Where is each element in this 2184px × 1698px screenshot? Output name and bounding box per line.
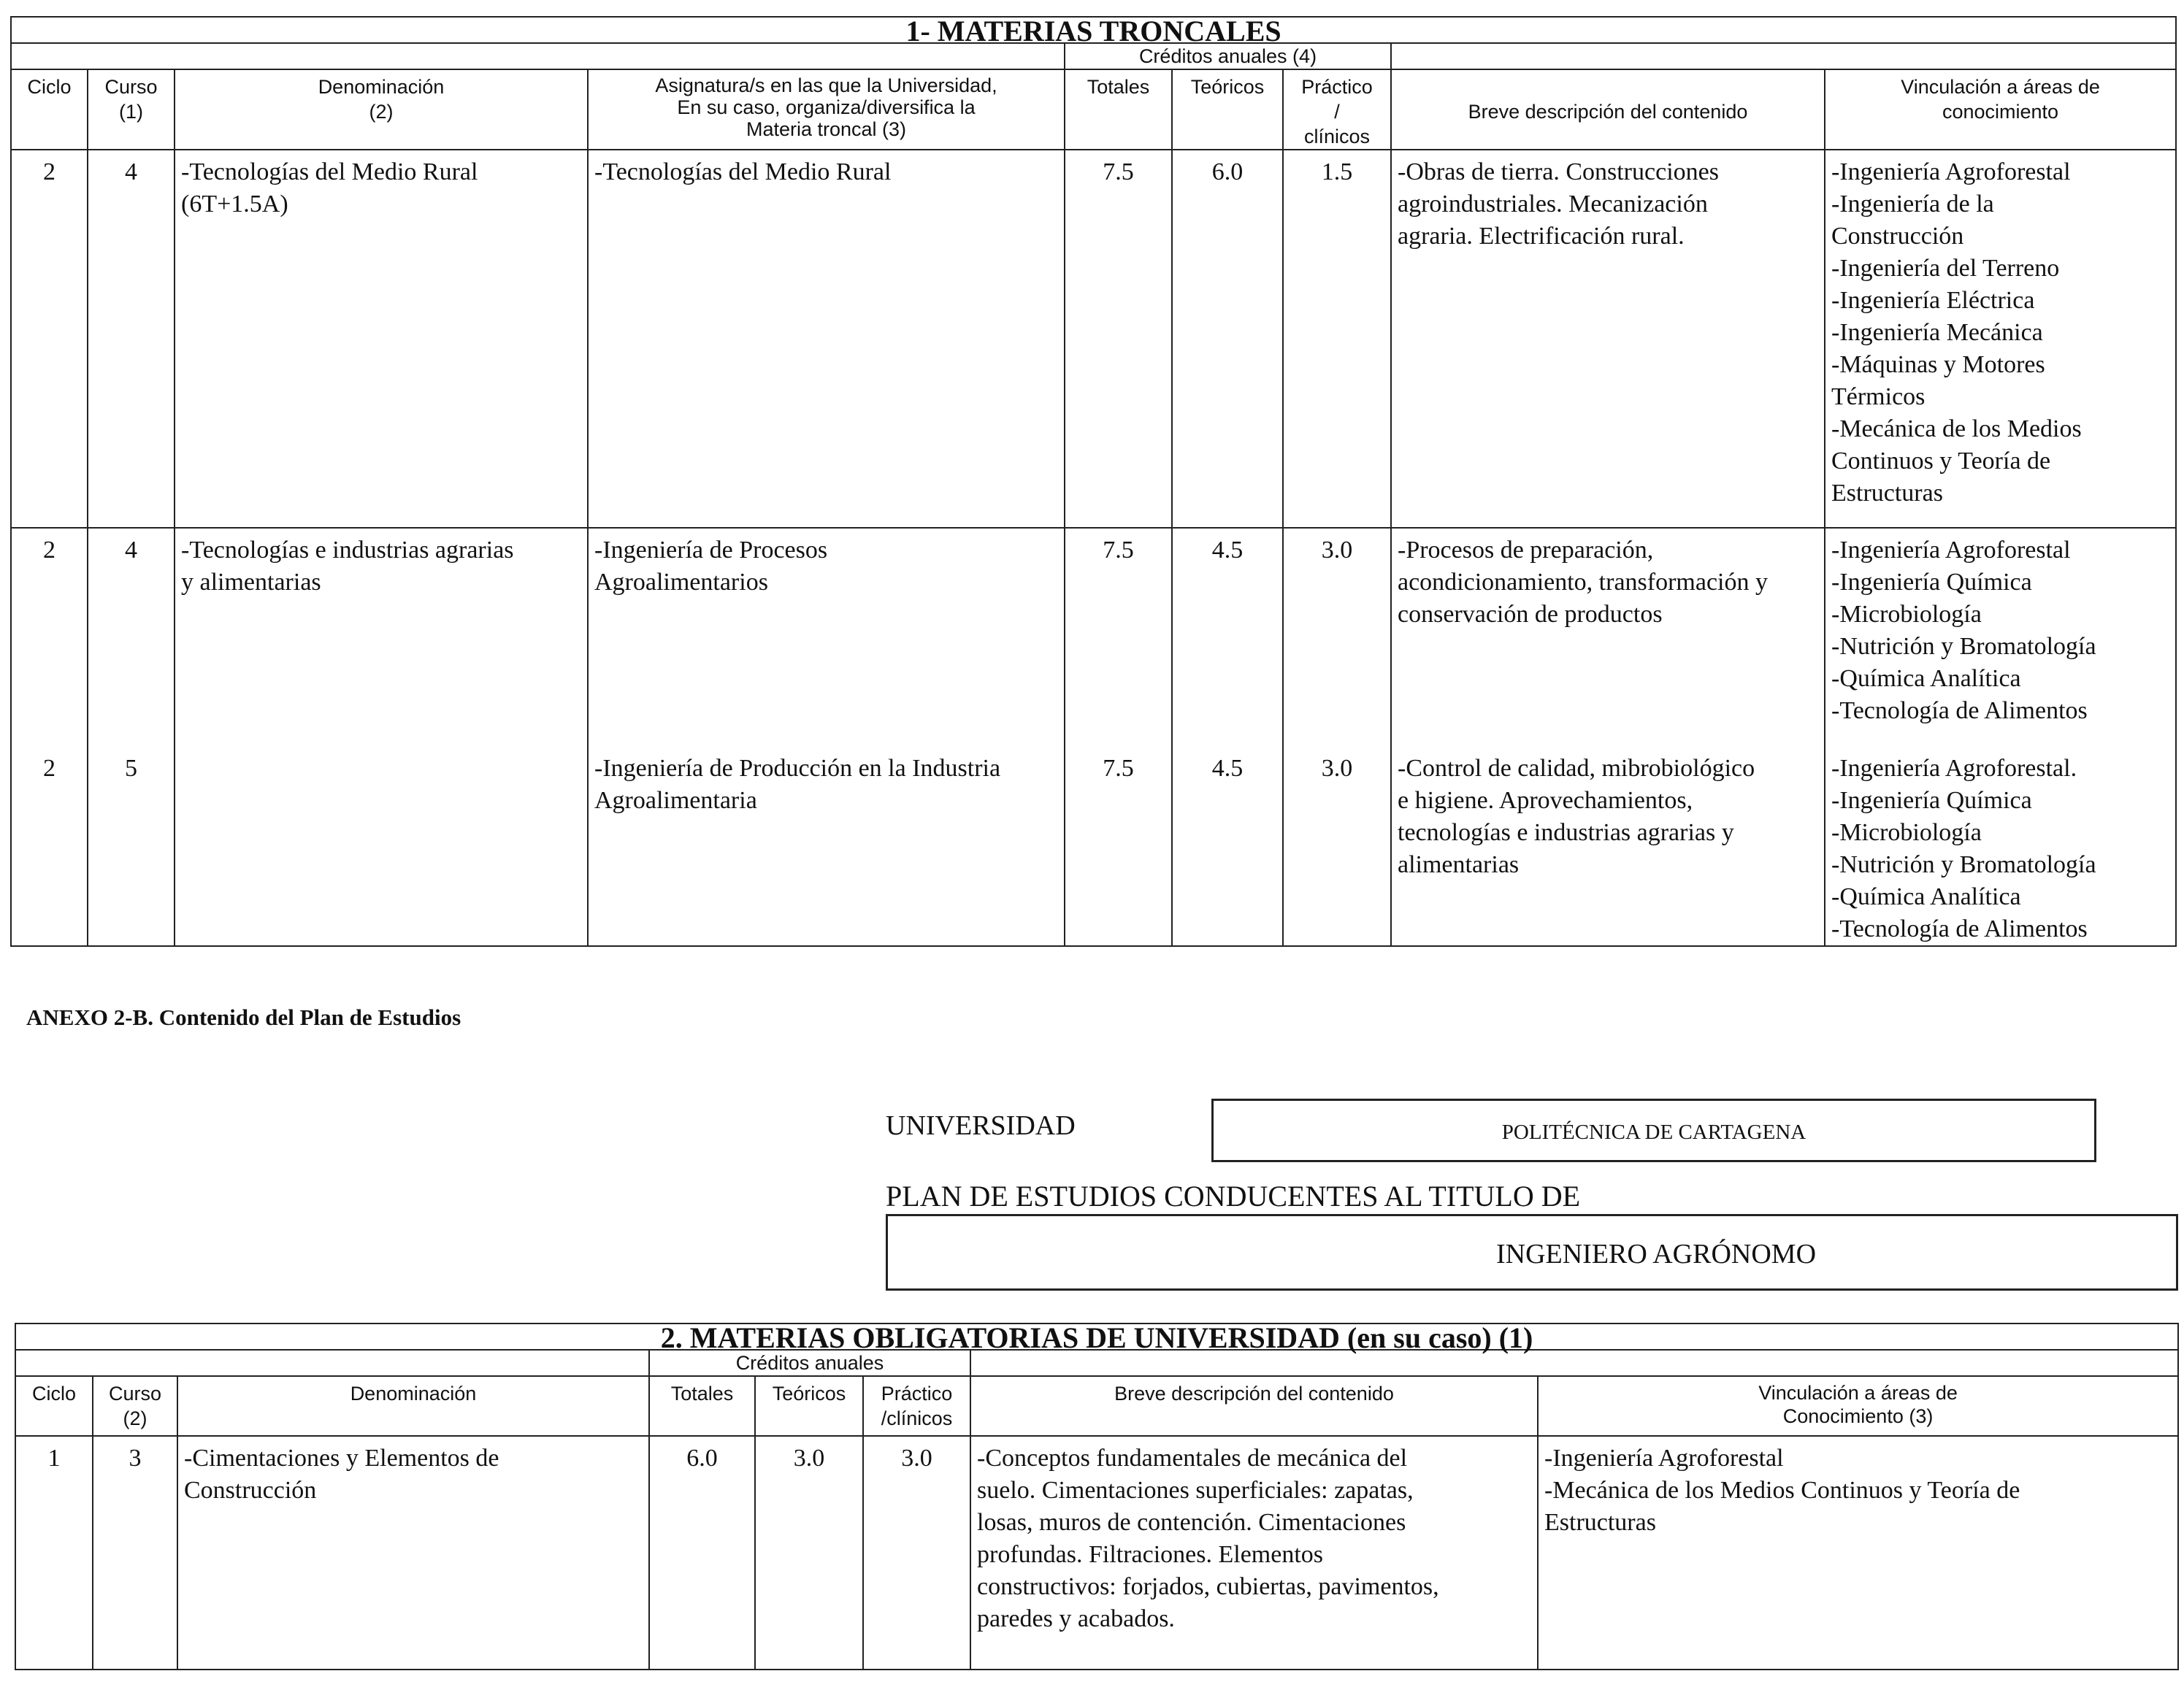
- cell-ciclo: 2: [11, 747, 88, 946]
- cell-practicos: 3.0: [863, 1436, 970, 1670]
- cell-totales: 7.5: [1065, 747, 1172, 946]
- section1-title: 1- MATERIAS TRONCALES: [11, 17, 2176, 43]
- col-asignatura: Asignatura/s en las que la Universidad, En su caso, organiza/diversifica la Materia troncal (3): [588, 69, 1065, 150]
- cell-curso: 5: [88, 747, 175, 946]
- cell-curso: 4: [88, 528, 175, 747]
- section2-title: 2. MATERIAS OBLIGATORIAS DE UNIVERSIDAD (en su caso) (1): [15, 1324, 2178, 1350]
- cell-denominacion: -Cimentaciones y Elementos de Construcción: [177, 1436, 649, 1670]
- cell-totales: 7.5: [1065, 150, 1172, 528]
- cell-descripcion: -Control de calidad, mibrobiológico e higiene. Aprovechamientos, tecnologías e industrias agrarias y alimentarias: [1391, 747, 1825, 946]
- header-spacer-right: [1391, 43, 2176, 69]
- cell-practicos: 3.0: [1283, 528, 1391, 747]
- cell-descripcion: -Procesos de preparación, acondicionamiento, transformación y conservación de productos: [1391, 528, 1825, 747]
- cell-practicos: 3.0: [1283, 747, 1391, 946]
- cell-denominacion: -Tecnologías e industrias agrarias y alimentarias: [175, 528, 588, 946]
- cell-curso: 4: [88, 150, 175, 528]
- cell-teoricos: 3.0: [755, 1436, 863, 1670]
- cell-totales: 7.5: [1065, 528, 1172, 747]
- cell-ciclo: 1: [15, 1436, 93, 1670]
- table-row: [11, 150, 2176, 528]
- col-descripcion: Breve descripción del contenido: [970, 1376, 1538, 1436]
- col-vinculacion: Vinculación a áreas de Conocimiento (3): [1538, 1376, 2178, 1436]
- col-totales: Totales: [649, 1376, 755, 1436]
- col-teoricos: Teóricos: [755, 1376, 863, 1436]
- table-row: [15, 1436, 2178, 1670]
- cell-vinculacion: -Ingeniería Agroforestal -Mecánica de los Medios Continuos y Teoría de Estructuras: [1538, 1436, 2178, 1670]
- cell-ciclo: 2: [11, 528, 88, 747]
- cell-asignatura: -Tecnologías del Medio Rural: [588, 150, 1065, 528]
- cell-descripcion: -Conceptos fundamentales de mecánica del suelo. Cimentaciones superficiales: zapatas, losas, muros de contención. Cimentaciones profundas. Filtraciones. Elementos constructivos: forjados, cubiertas, pavimentos, paredes y acabados.: [970, 1436, 1538, 1670]
- cell-vinculacion: -Ingeniería Agroforestal -Ingeniería Química -Microbiología -Nutrición y Bromatología -Química Analítica -Tecnología de Alimentos: [1825, 528, 2176, 747]
- col-curso: Curso (2): [93, 1376, 177, 1436]
- anexo-heading: ANEXO 2-B. Contenido del Plan de Estudios: [26, 1004, 461, 1030]
- cell-asignatura: -Ingeniería de Producción en la Industria Agroalimentaria: [588, 747, 1065, 946]
- cell-teoricos: 6.0: [1172, 150, 1283, 528]
- obligatorias-table: [15, 1323, 2179, 1670]
- cell-practicos: 1.5: [1283, 150, 1391, 528]
- plan-label: PLAN DE ESTUDIOS CONDUCENTES AL TITULO DE: [886, 1180, 1581, 1213]
- header-spacer: [15, 1350, 649, 1376]
- table-row: [11, 528, 2176, 747]
- col-teoricos: Teóricos: [1172, 69, 1283, 150]
- credits-header: Créditos anuales (4): [1065, 43, 1391, 69]
- cell-denominacion: -Tecnologías del Medio Rural (6T+1.5A): [175, 150, 588, 528]
- cell-vinculacion: -Ingeniería Agroforestal. -Ingeniería Química -Microbiología -Nutrición y Bromatología -Química Analítica -Tecnología de Alimentos: [1825, 747, 2176, 946]
- cell-curso: 3: [93, 1436, 177, 1670]
- col-denominacion: Denominación: [177, 1376, 649, 1436]
- credits-header: Créditos anuales: [649, 1350, 970, 1376]
- cell-descripcion: -Obras de tierra. Construcciones agroindustriales. Mecanización agraria. Electrificación rural.: [1391, 150, 1825, 528]
- col-ciclo: Ciclo: [11, 69, 88, 150]
- cell-ciclo: 2: [11, 150, 88, 528]
- col-denominacion: Denominación (2): [175, 69, 588, 150]
- cell-totales: 6.0: [649, 1436, 755, 1670]
- universidad-box: POLITÉCNICA DE CARTAGENA: [1211, 1099, 2096, 1162]
- col-curso: Curso (1): [88, 69, 175, 150]
- col-practicos: Práctico / clínicos: [1283, 69, 1391, 150]
- universidad-label: UNIVERSIDAD: [886, 1110, 1076, 1141]
- col-descripcion: Breve descripción del contenido: [1391, 69, 1825, 150]
- cell-asignatura: -Ingeniería de Procesos Agroalimentarios: [588, 528, 1065, 747]
- col-vinculacion: Vinculación a áreas de conocimiento: [1825, 69, 2176, 150]
- col-totales: Totales: [1065, 69, 1172, 150]
- titulo-box: INGENIERO AGRÓNOMO: [886, 1214, 2178, 1291]
- cell-teoricos: 4.5: [1172, 747, 1283, 946]
- col-ciclo: Ciclo: [15, 1376, 93, 1436]
- troncales-table: [10, 16, 2177, 947]
- cell-teoricos: 4.5: [1172, 528, 1283, 747]
- col-practicos: Práctico /clínicos: [863, 1376, 970, 1436]
- cell-vinculacion: -Ingeniería Agroforestal -Ingeniería de la Construcción -Ingeniería del Terreno -Ingeniería Eléctrica -Ingeniería Mecánica -Máquinas y Motores Térmicos -Mecánica de los Medios Continuos y Teoría de Estructuras: [1825, 150, 2176, 528]
